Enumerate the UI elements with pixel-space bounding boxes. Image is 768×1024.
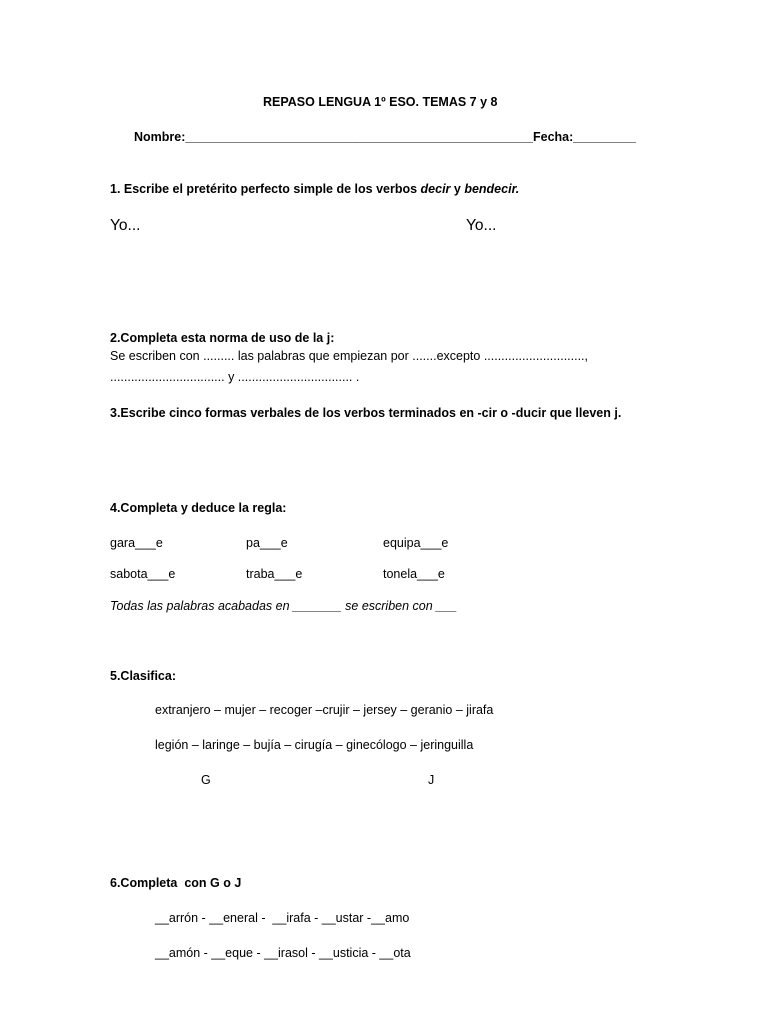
question-4-title: 4.Completa y deduce la regla: — [110, 501, 287, 515]
question-6-line-2: __amón - __eque - __irasol - __usticia - __ota — [155, 946, 411, 960]
question-4-rule: Todas las palabras acabadas en _______ se escriben con ___ — [110, 599, 458, 613]
yo-left-label: Yo... — [110, 217, 141, 234]
question-3-title: 3.Escribe cinco formas verbales de los verbos terminados en -cir o -ducir que lleven j. — [110, 406, 622, 420]
word-equipa: equipa___e — [383, 536, 449, 550]
question-5-word-list-2: legión – laringe – bujía – cirugía – ginecólogo – jeringuilla — [155, 738, 474, 752]
question-2-line-2: ................................. y ................................. . — [110, 370, 360, 384]
question-1-conjunction: y — [450, 182, 465, 196]
verb-decir: decir — [420, 182, 451, 196]
question-6-line-1: __arrón - __eneral - __irafa - __ustar -__amo — [155, 911, 410, 925]
yo-right-label: Yo... — [466, 217, 497, 234]
question-5-title: 5.Clasifica: — [110, 669, 177, 683]
question-6-title: 6.Completa con G o J — [110, 876, 242, 890]
question-2-title: 2.Completa esta norma de uso de la j: — [110, 331, 335, 345]
question-1-prompt — [110, 181, 519, 197]
question-2-line-1: Se escriben con ......... las palabras que empiezan por .......excepto ............................., — [110, 349, 589, 363]
column-j-label: J — [428, 773, 435, 787]
word-tonela: tonela___e — [383, 567, 445, 581]
worksheet-title: REPASO LENGUA 1º ESO. TEMAS 7 y 8 — [263, 95, 498, 109]
word-sabota: sabota___e — [110, 567, 176, 581]
question-5-word-list-1: extranjero – mujer – recoger –crujir – jersey – geranio – jirafa — [155, 703, 494, 717]
word-pa: pa___e — [246, 536, 288, 550]
word-traba: traba___e — [246, 567, 303, 581]
question-1-text: 1. Escribe el pretérito perfecto simple de los verbos — [110, 182, 421, 196]
column-g-label: G — [201, 773, 211, 787]
word-gara: gara___e — [110, 536, 163, 550]
verb-bendecir: bendecir. — [464, 182, 520, 196]
name-date-line: Nombre:__________________________________________________Fecha:_________ — [134, 130, 636, 144]
